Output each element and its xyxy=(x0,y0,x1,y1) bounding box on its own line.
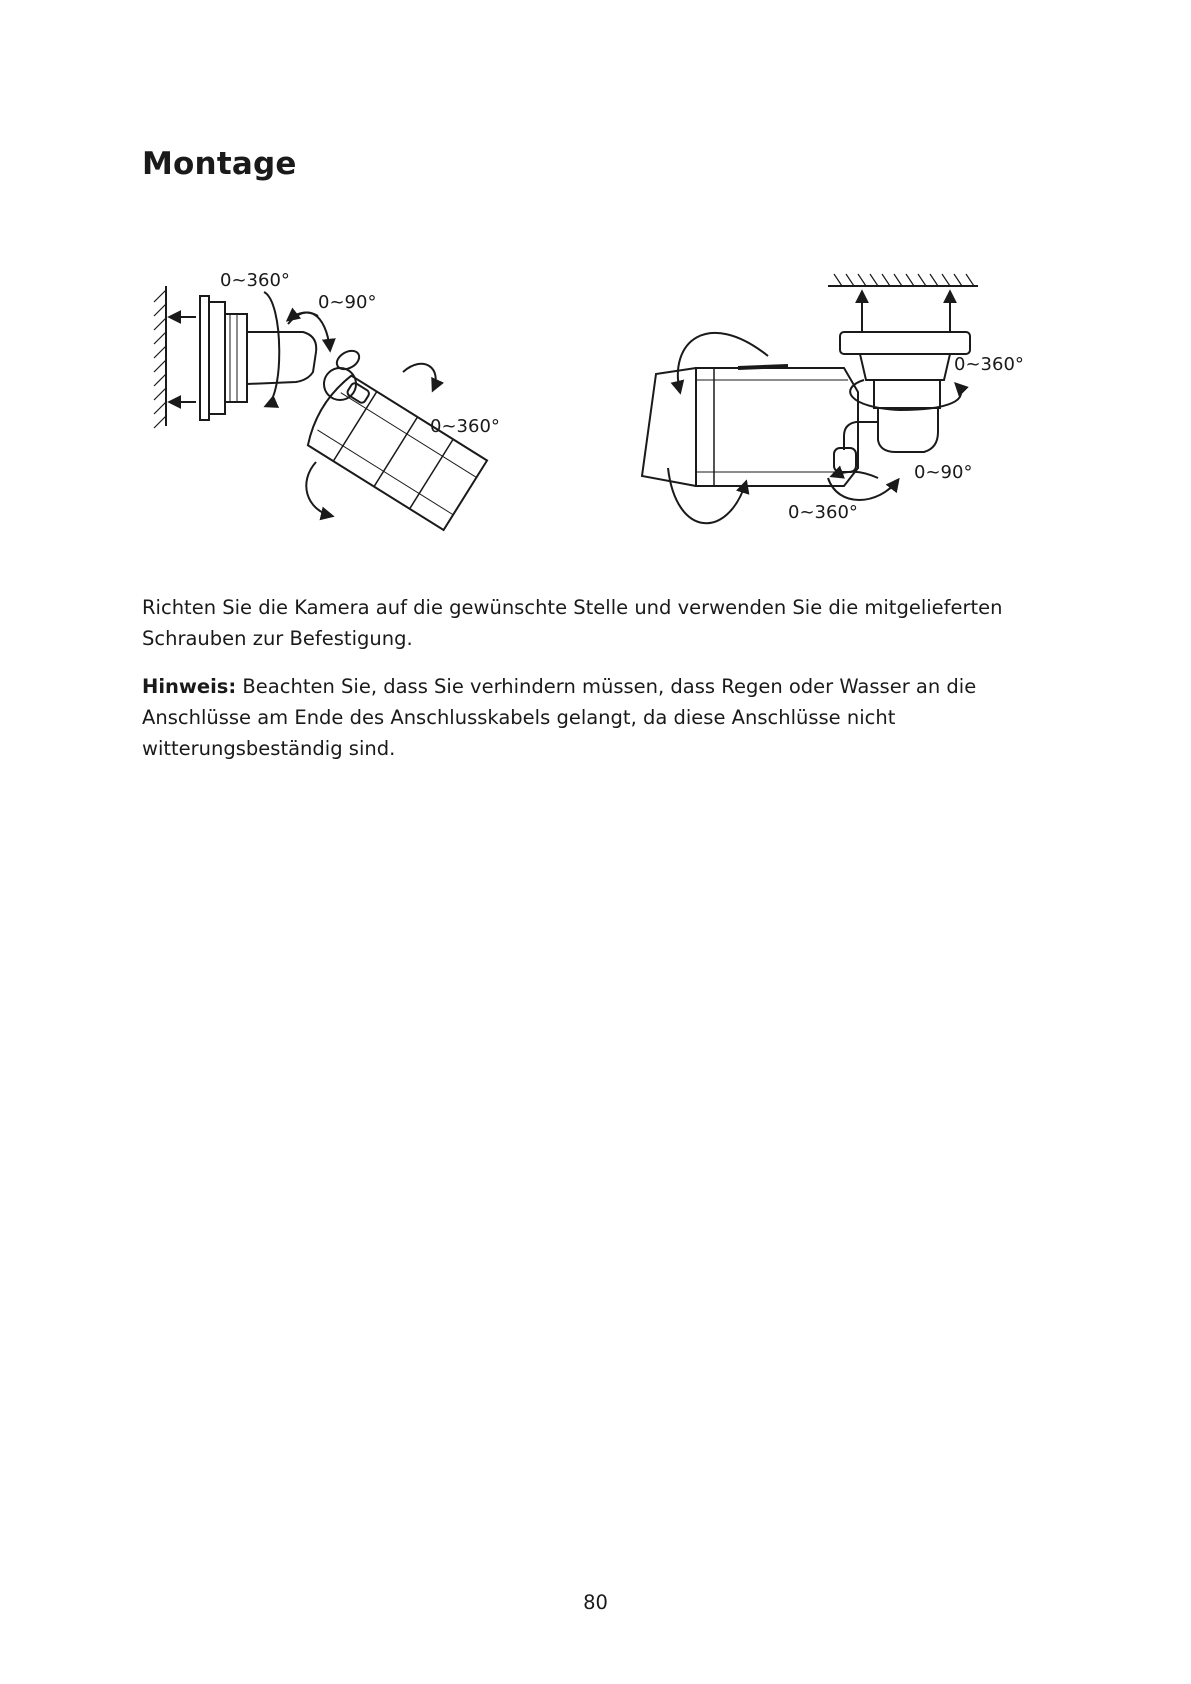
right-tilt-label: 0~90° xyxy=(914,462,973,483)
left-tilt-label: 0~90° xyxy=(318,292,377,313)
page-number: 80 xyxy=(583,1591,608,1614)
note-paragraph xyxy=(142,671,1042,764)
right-body-rotation-label: 0~360° xyxy=(788,502,858,523)
wall-mount-view xyxy=(154,286,487,530)
mounting-instruction: Richten Sie die Kamera auf die gewünschte Stelle und verwenden Sie die mitgelieferten Schrauben zur Befestigung. xyxy=(142,596,1003,650)
right-base-rotation-label: 0~360° xyxy=(954,354,1024,375)
note-label: Hinweis: xyxy=(142,675,237,698)
left-body-rotation-label: 0~360° xyxy=(430,416,500,437)
note-text: Beachten Sie, dass Sie verhindern müssen, dass Regen oder Wasser an die Anschlüsse am Ende des Anschlusskabels gelangt, da diese Anschlüsse nicht witterungsbeständig sind. xyxy=(142,675,977,760)
page-title: Montage xyxy=(142,146,297,182)
left-base-rotation-label: 0~360° xyxy=(220,270,290,291)
mounting-illustration xyxy=(148,272,1048,572)
ceiling-mount-view xyxy=(642,274,978,523)
mounting-diagram xyxy=(148,272,1048,572)
